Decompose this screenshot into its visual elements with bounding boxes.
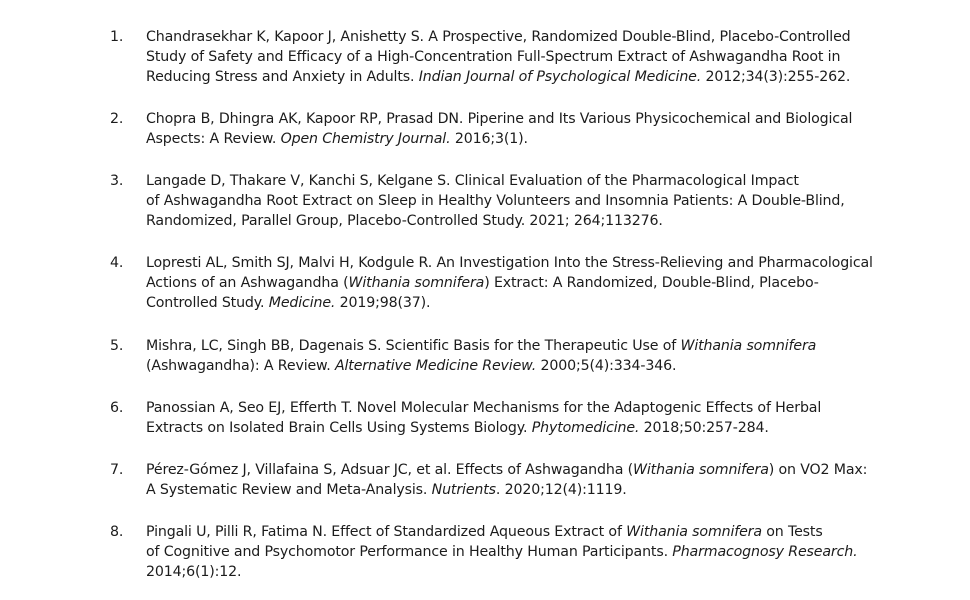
reference-number: 2.: [110, 111, 124, 127]
journal-name: Alternative Medicine Review.: [334, 358, 537, 374]
reference-number: 8.: [110, 524, 124, 540]
reference-text: [146, 398, 886, 438]
reference-number: 5.: [110, 338, 124, 354]
reference-line: Chopra B, Dhingra AK, Kapoor RP, Prasad DN. Piperine and Its Various Physicochemical and Biological: [146, 111, 853, 127]
reference-text: [146, 460, 886, 500]
reference-line: Lopresti AL, Smith SJ, Malvi H, Kodgule R. An Investigation Into the Stress-Relieving and Pharmacological: [146, 255, 873, 271]
reference-text: [146, 27, 886, 87]
reference-line: Panossian A, Seo EJ, Efferth T. Novel Molecular Mechanisms for the Adaptogenic Effects of Herbal: [146, 400, 822, 416]
journal-name: Open Chemistry Journal.: [280, 131, 451, 147]
reference-text: [146, 171, 886, 231]
reference-number: 7.: [110, 462, 124, 478]
journal-name: Phytomedicine.: [531, 420, 640, 436]
reference-text: [146, 253, 886, 313]
reference-number: 1.: [110, 29, 124, 45]
reference-text: [146, 109, 886, 149]
reference-line: Extracts on Isolated Brain Cells Using Systems Biology. Phytomedicine. 2018;50:257-284.: [146, 420, 769, 436]
reference-number: 4.: [110, 255, 124, 271]
reference-line: Langade D, Thakare V, Kanchi S, Kelgane S. Clinical Evaluation of the Pharmacological Impact: [146, 173, 799, 189]
reference-line: Controlled Study. Medicine. 2019;98(37).: [146, 295, 431, 311]
reference-line: Reducing Stress and Anxiety in Adults. Indian Journal of Psychological Medicine. 2012;34(3):255-262.: [146, 69, 851, 85]
reference-line: Pingali U, Pilli R, Fatima N. Effect of Standardized Aqueous Extract of Withania somnifera on Tests: [146, 524, 823, 540]
reference-line: A Systematic Review and Meta-Analysis. Nutrients. 2020;12(4):1119.: [146, 482, 627, 498]
reference-line: Mishra, LC, Singh BB, Dagenais S. Scientific Basis for the Therapeutic Use of Withania somnifera: [146, 338, 817, 354]
reference-line: Pérez-Gómez J, Villafaina S, Adsuar JC, et al. Effects of Ashwagandha (Withania somnifera) on VO2 Max:: [146, 462, 868, 478]
species-name: Withania somnifera: [633, 462, 769, 478]
journal-name: Pharmacognosy Research.: [672, 544, 858, 560]
species-name: Withania somnifera: [680, 338, 817, 354]
reference-line: of Cognitive and Psychomotor Performance in Healthy Human Participants. Pharmacognosy Research.: [146, 544, 858, 560]
reference-number: 6.: [110, 400, 124, 416]
journal-name: Medicine.: [268, 295, 336, 311]
species-name: Withania somnifera: [626, 524, 762, 540]
reference-line: (Ashwagandha): A Review. Alternative Medicine Review. 2000;5(4):334-346.: [146, 358, 677, 374]
reference-line: 2014;6(1):12.: [146, 564, 242, 580]
reference-line: Study of Safety and Efficacy of a High-Concentration Full-Spectrum Extract of Ashwagandha Root in: [146, 49, 841, 65]
reference-line: of Ashwagandha Root Extract on Sleep in Healthy Volunteers and Insomnia Patients: A Double-Blind,: [146, 193, 845, 209]
journal-name: Indian Journal of Psychological Medicine.: [418, 69, 702, 85]
reference-text: [146, 522, 886, 582]
reference-text: [146, 336, 886, 376]
reference-number: 3.: [110, 173, 124, 189]
species-name: Withania somnifera: [348, 275, 485, 291]
reference-line: Randomized, Parallel Group, Placebo-Controlled Study. 2021; 264;113276.: [146, 213, 663, 229]
journal-name: Nutrients: [431, 482, 496, 498]
reference-line: Actions of an Ashwagandha (Withania somnifera) Extract: A Randomized, Double-Blind, Placebo-: [146, 275, 819, 291]
reference-line: Aspects: A Review. Open Chemistry Journal. 2016;3(1).: [146, 131, 528, 147]
reference-line: Chandrasekhar K, Kapoor J, Anishetty S. A Prospective, Randomized Double-Blind, Placebo-Controlled: [146, 29, 851, 45]
